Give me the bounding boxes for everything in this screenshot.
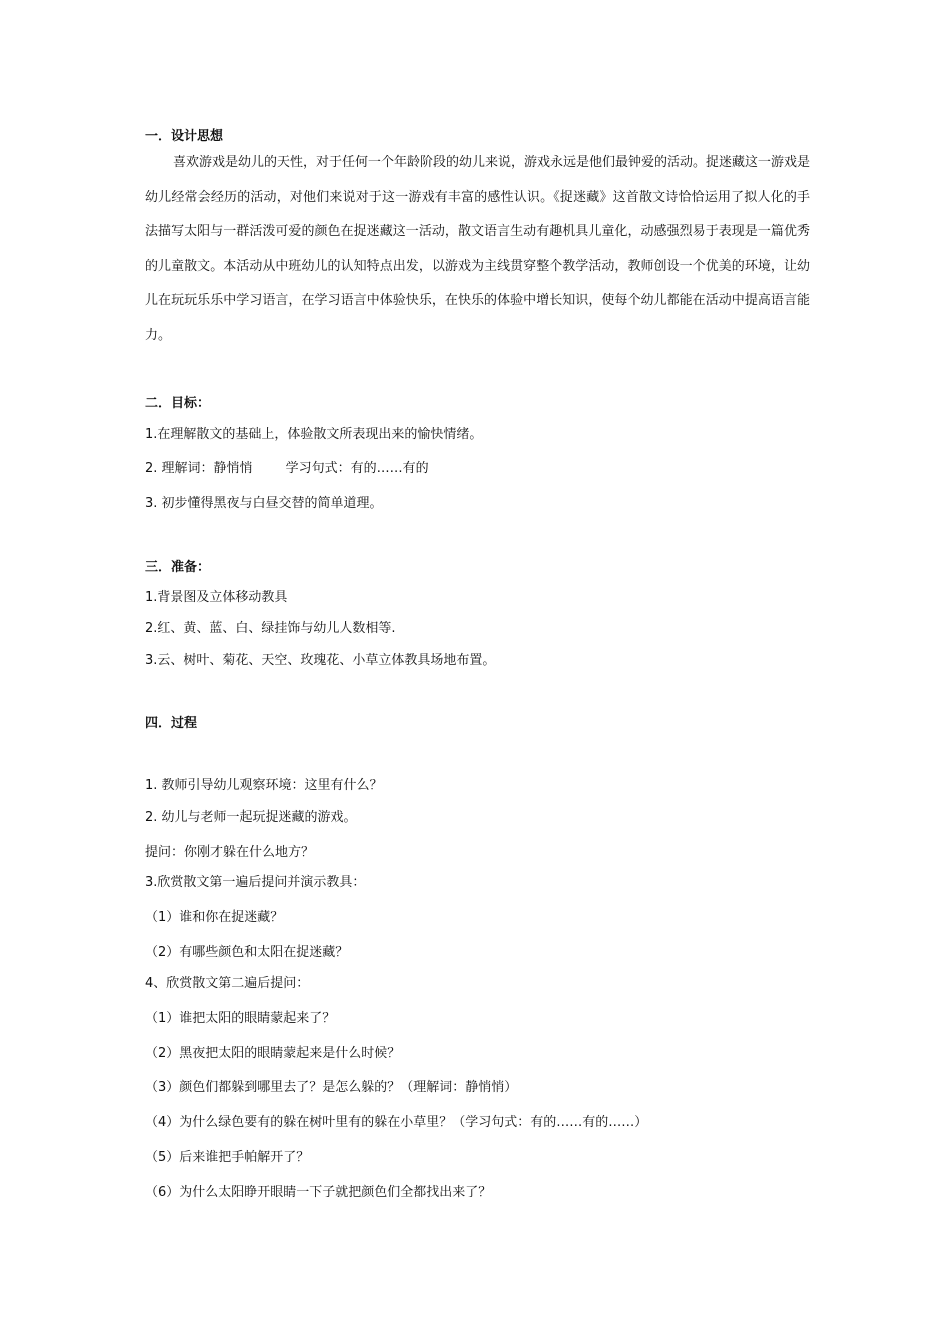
process-line-4: 3.欣赏散文第一遍后提问并演示教具： [145, 875, 366, 890]
process-line-6: （2）有哪些颜色和太阳在捉迷藏？ [145, 945, 349, 960]
section1-paragraph-block [145, 146, 810, 353]
process-line-10: （3）颜色们都躲到哪里去了？是怎么躲的？（理解词：静悄悄） [145, 1080, 518, 1095]
process-line-7: 4、欣赏散文第二遍后提问： [145, 976, 310, 991]
prep-item-3: 3.云、树叶、菊花、天空、玫瑰花、小草立体教具场地布置。 [145, 653, 496, 668]
process-line-11: （4）为什么绿色要有的躲在树叶里有的躲在小草里？（学习句式：有的……有的……） [145, 1115, 648, 1130]
section3-heading: 三．准备： [145, 560, 211, 575]
process-line-8: （1）谁把太阳的眼睛蒙起来了？ [145, 1011, 336, 1026]
process-line-1: 1. 教师引导幼儿观察环境：这里有什么？ [145, 778, 383, 793]
process-line-3: 提问：你刚才躲在什么地方？ [145, 845, 315, 860]
process-line-2: 2. 幼儿与老师一起玩捉迷藏的游戏。 [145, 810, 357, 825]
section4-heading: 四．过程 [145, 716, 198, 731]
goal-item-2: 2. 理解词：静悄悄 学习句式：有的……有的 [145, 461, 429, 476]
section1-heading: 一．设计思想 [145, 129, 224, 144]
process-line-12: （5）后来谁把手帕解开了？ [145, 1150, 310, 1165]
section2-heading: 二．目标： [145, 396, 211, 411]
section1-paragraph: 喜欢游戏是幼儿的天性，对于任何一个年龄阶段的幼儿来说，游戏永远是他们最钟爱的活动。捉迷藏这一游戏是幼儿经常会经历的活动，对他们来说对于这一游戏有丰富的感性认识。《捉迷藏》这首散文诗恰恰运用了拟人化的手法描写太阳与一群活泼可爱的颜色在捉迷藏这一活动，散文语言生动有趣机具儿童化，动感强烈易于表现是一篇优秀的儿童散文。本活动从中班幼儿的认知特点出发，以游戏为主线贯穿整个教学活动，教师创设一个优美的环境，让幼儿在玩玩乐乐中学习语言，在学习语言中体验快乐，在快乐的体验中增长知识，使每个幼儿都能在活动中提高语言能力。 [145, 155, 811, 343]
goal-item-1: 1.在理解散文的基础上，体验散文所表现出来的愉快情绪。 [145, 427, 483, 442]
process-line-9: （2）黑夜把太阳的眼睛蒙起来是什么时候？ [145, 1046, 401, 1061]
prep-item-2: 2.红、黄、蓝、白、绿挂饰与幼儿人数相等. [145, 621, 396, 636]
prep-item-1: 1.背景图及立体移动教具 [145, 590, 288, 605]
goal-item-3: 3. 初步懂得黑夜与白昼交替的简单道理。 [145, 496, 383, 511]
process-line-13: （6）为什么太阳睁开眼睛一下子就把颜色们全都找出来了？ [145, 1185, 492, 1200]
process-line-5: （1）谁和你在捉迷藏？ [145, 910, 284, 925]
